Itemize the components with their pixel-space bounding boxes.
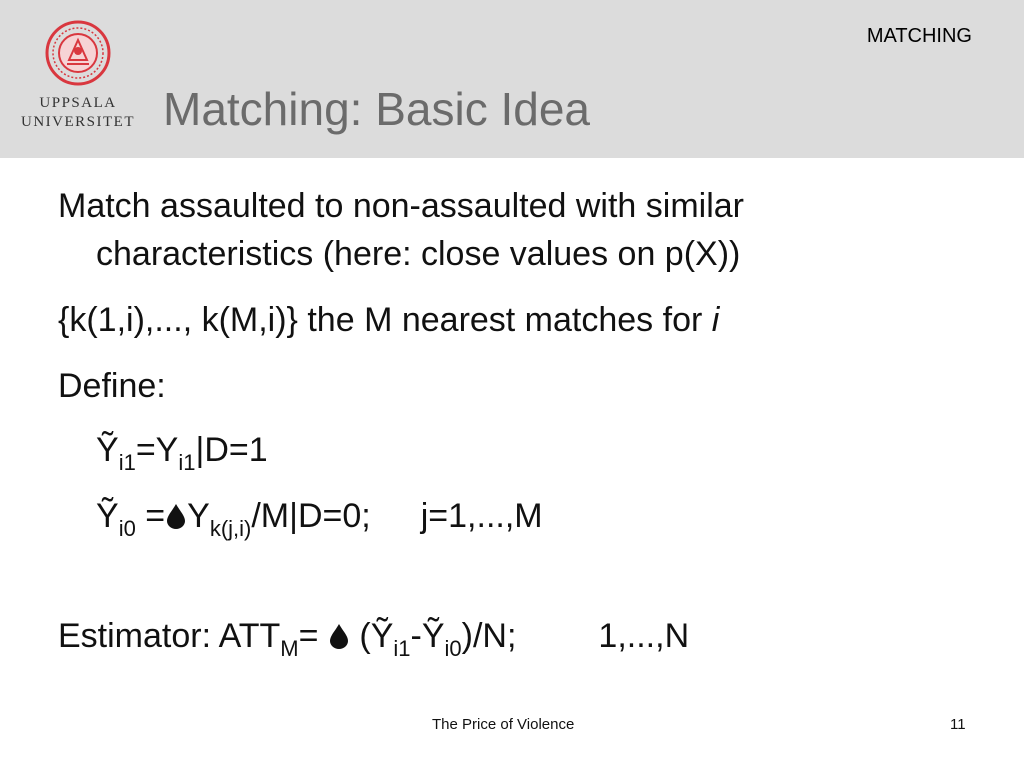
d1-rest: |D=1 [195, 431, 268, 469]
footer-title: The Price of Violence [432, 716, 575, 733]
slide-header [0, 0, 1024, 158]
d2-sub-2: k(j,i) [209, 516, 252, 541]
d2-y2: Y [187, 497, 210, 535]
bullet-2-italic: i [711, 301, 720, 339]
university-seal-icon [45, 20, 111, 86]
est-range: 1,...,N [598, 617, 690, 655]
d1-sub-1: i1 [118, 450, 136, 475]
definition-1 [96, 427, 268, 473]
university-logo [18, 20, 138, 142]
est-open: (Ỹ [349, 617, 394, 655]
est-sub-1: i1 [393, 636, 411, 661]
bullet-2-text: {k(1,i),..., k(M,i)} the M nearest matches for [58, 301, 712, 339]
section-label: MATCHING [866, 25, 972, 47]
est-sub-2: i0 [444, 636, 462, 661]
bullet-1-line-2: characteristics (here: close values on p(X)) [96, 235, 741, 273]
d2-range: j=1,...,M [420, 497, 543, 535]
bullet-3: Define: [58, 367, 166, 405]
est-minus: -Ỹ [410, 617, 445, 655]
d1-eq: =Y [135, 431, 179, 469]
page-number: 11 [950, 716, 966, 733]
est-rest: )/N; [461, 617, 517, 655]
bullet-2 [58, 297, 719, 343]
drop-symbol-icon [166, 503, 186, 529]
bullet-1-line-1: Match assaulted to non-assaulted with similar [58, 187, 744, 225]
logo-line-2: UNIVERSITET [21, 114, 135, 130]
d1-y: Ỹ [96, 431, 119, 469]
estimator [58, 613, 689, 659]
est-eq: = [298, 617, 328, 655]
est-label: Estimator: ATT [58, 617, 281, 655]
definition-2 [96, 493, 543, 539]
est-sub: M [280, 636, 299, 661]
d2-rest: /M|D=0; [251, 497, 371, 535]
drop-symbol-icon [329, 623, 349, 649]
d2-y: Ỹ [96, 497, 119, 535]
d2-eq: = [135, 497, 166, 535]
logo-line-1: UPPSALA [39, 95, 117, 111]
d1-sub-2: i1 [178, 450, 196, 475]
slide-title: Matching: Basic Idea [163, 83, 591, 135]
d2-sub-1: i0 [118, 516, 136, 541]
